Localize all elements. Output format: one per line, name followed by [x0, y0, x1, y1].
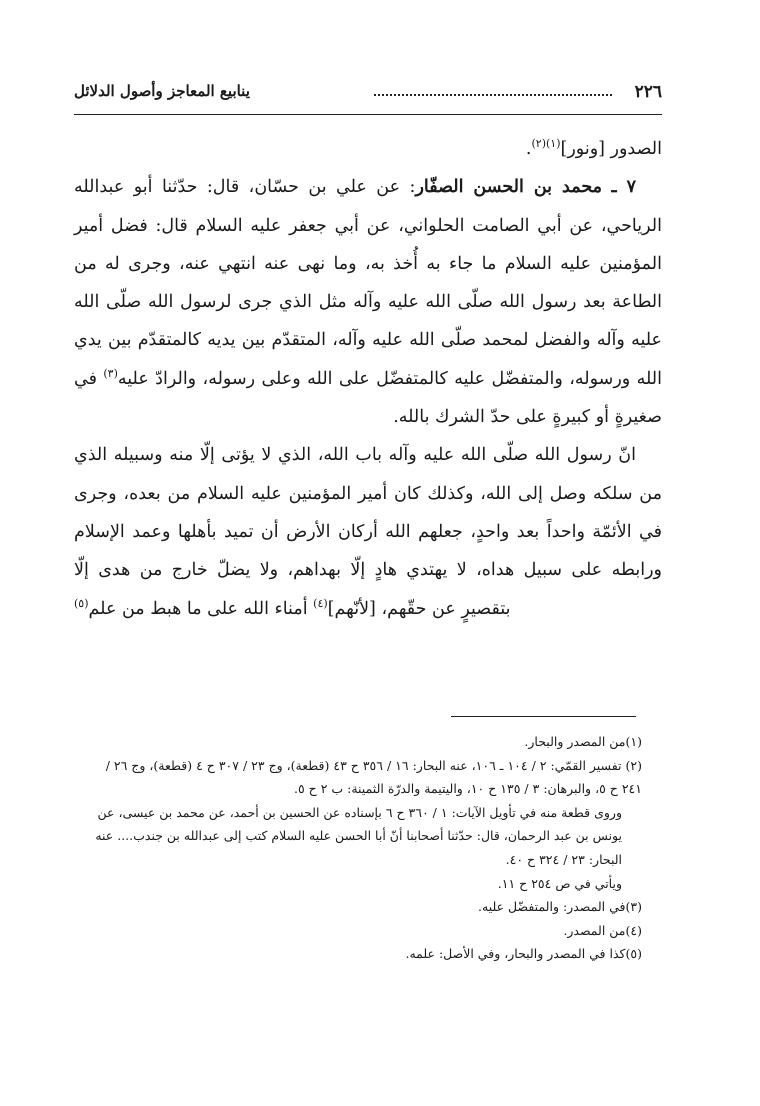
footnote-separator: [451, 716, 636, 717]
footnote: (٢) تفسير القمّي: ٢ / ١٠٤ ـ ١٠٦، عنه البحار: ١٦ / ٣٥٦ ح ٤٣ (قطعة)، وج ٢٣ / ٣٠٧ ح ٤ (قطعة)، وج ٢٦ / ٢٤١ ح ٥، والبرهان: ٣ / ١٣٥ ح ١٠، واليتيمة والدرّة الثمينة: ب ٢ ح ٥.: [105, 757, 642, 797]
hadith-continuation-end: أمناء الله على ما هبط من علم: [88, 598, 314, 619]
footnote: (٥)كذا في المصدر والبحار، وفي الأصل: علمه.: [405, 946, 642, 962]
hadith-text: : عن علي بن حسّان، قال: حدّثنا أبو عبدالله الرياحي، عن أبي الصامت الحلواني، عن أبي جعفر عليه السلام قال: فضل أمير المؤمنين عليه السلام ما جاء به أُخذ به، وما نهى عنه انتهي عنه، وجرى له من الطاعة بعد رسول الله صلّى الله عليه وآله مثل الذي جرى لرسول الله صلّى الله عليه وآله والفضل لمحمد صلّى الله عليه وآله، المتقدّم بين يديه كالمتقدّم بين يدي الله ورسوله، والمتفضّل عليه كالمتفضّل على الله وعلى رسوله، والرادّ عليه: [74, 177, 662, 389]
hadith-text-end: في صغيرةٍ أو كبيرةٍ على حدّ الشرك بالله.: [74, 368, 662, 428]
hadith-number: ٧ ـ: [611, 177, 636, 198]
running-header: [74, 82, 662, 110]
main-text: [74, 130, 662, 628]
footnote: (٣)في المصدر: والمتفضّل عليه.: [478, 899, 642, 915]
hadith-continuation-text: انّ رسول الله صلّى الله عليه وآله باب الله، الذي لا يؤتى إلّا منه وسبيله الذي من سلكه وصل إلى الله، وكذلك كان أمير المؤمنين عليه السلام من بعده، وجرى في الأئمّة واحداً بعد واحدٍ، جعلهم الله أركان الأرض أن تميد بأهلها وعمد الإسلام ورابطه على سبيل هداه، لا يهتدي هادٍ إلّا بهداهم، ولا يضلّ خارج من هدى إلّا بتقصيرٍ عن حقّهم، [لأنّهم]: [74, 445, 662, 619]
header-dot-leader: [374, 94, 612, 96]
hadith-continuation-paragraph: [74, 436, 662, 627]
footnote: (١)من المصدر والبحار.: [524, 734, 642, 749]
footnote-continuation: ويأتي في ص ٢٥٤ ح ١١.: [497, 875, 622, 891]
footnote-ref-5: (٥): [74, 596, 89, 610]
narrator-name: محمد بن الحسن الصفّار: [415, 177, 602, 198]
footnote-ref-1-2: (١)(٢): [531, 137, 561, 151]
header-rule: [74, 114, 662, 115]
hadith-paragraph: [74, 168, 662, 436]
page-number: ٢٢٦: [634, 82, 662, 102]
footnote: (٤)من المصدر.: [563, 922, 642, 938]
footnote-ref-4: (٤): [313, 596, 328, 610]
footnote-ref-3: (٣): [103, 366, 118, 380]
footnotes: [86, 730, 642, 966]
book-title: ينابيع المعاجز وأصول الدلائل: [74, 82, 250, 100]
footnote-continuation: وروى قطعة منه في تأويل الآيات: ١ / ٣٦٠ ح ٦ بإسناده عن الحسين بن أحمد، عن محمد بن عيسى، عن يونس بن عبد الرحمان، قال: حدّثنا أصحابنا أنّ أبا الحسن عليه السلام كتب إلى عبدالله بن جندب.... عنه البحار: ٢٣ / ٣٢٤ ح ٤٠.: [95, 804, 622, 867]
continuation-line: الصدور [ونور]$^{(١)(٢)}$.: [525, 137, 662, 159]
